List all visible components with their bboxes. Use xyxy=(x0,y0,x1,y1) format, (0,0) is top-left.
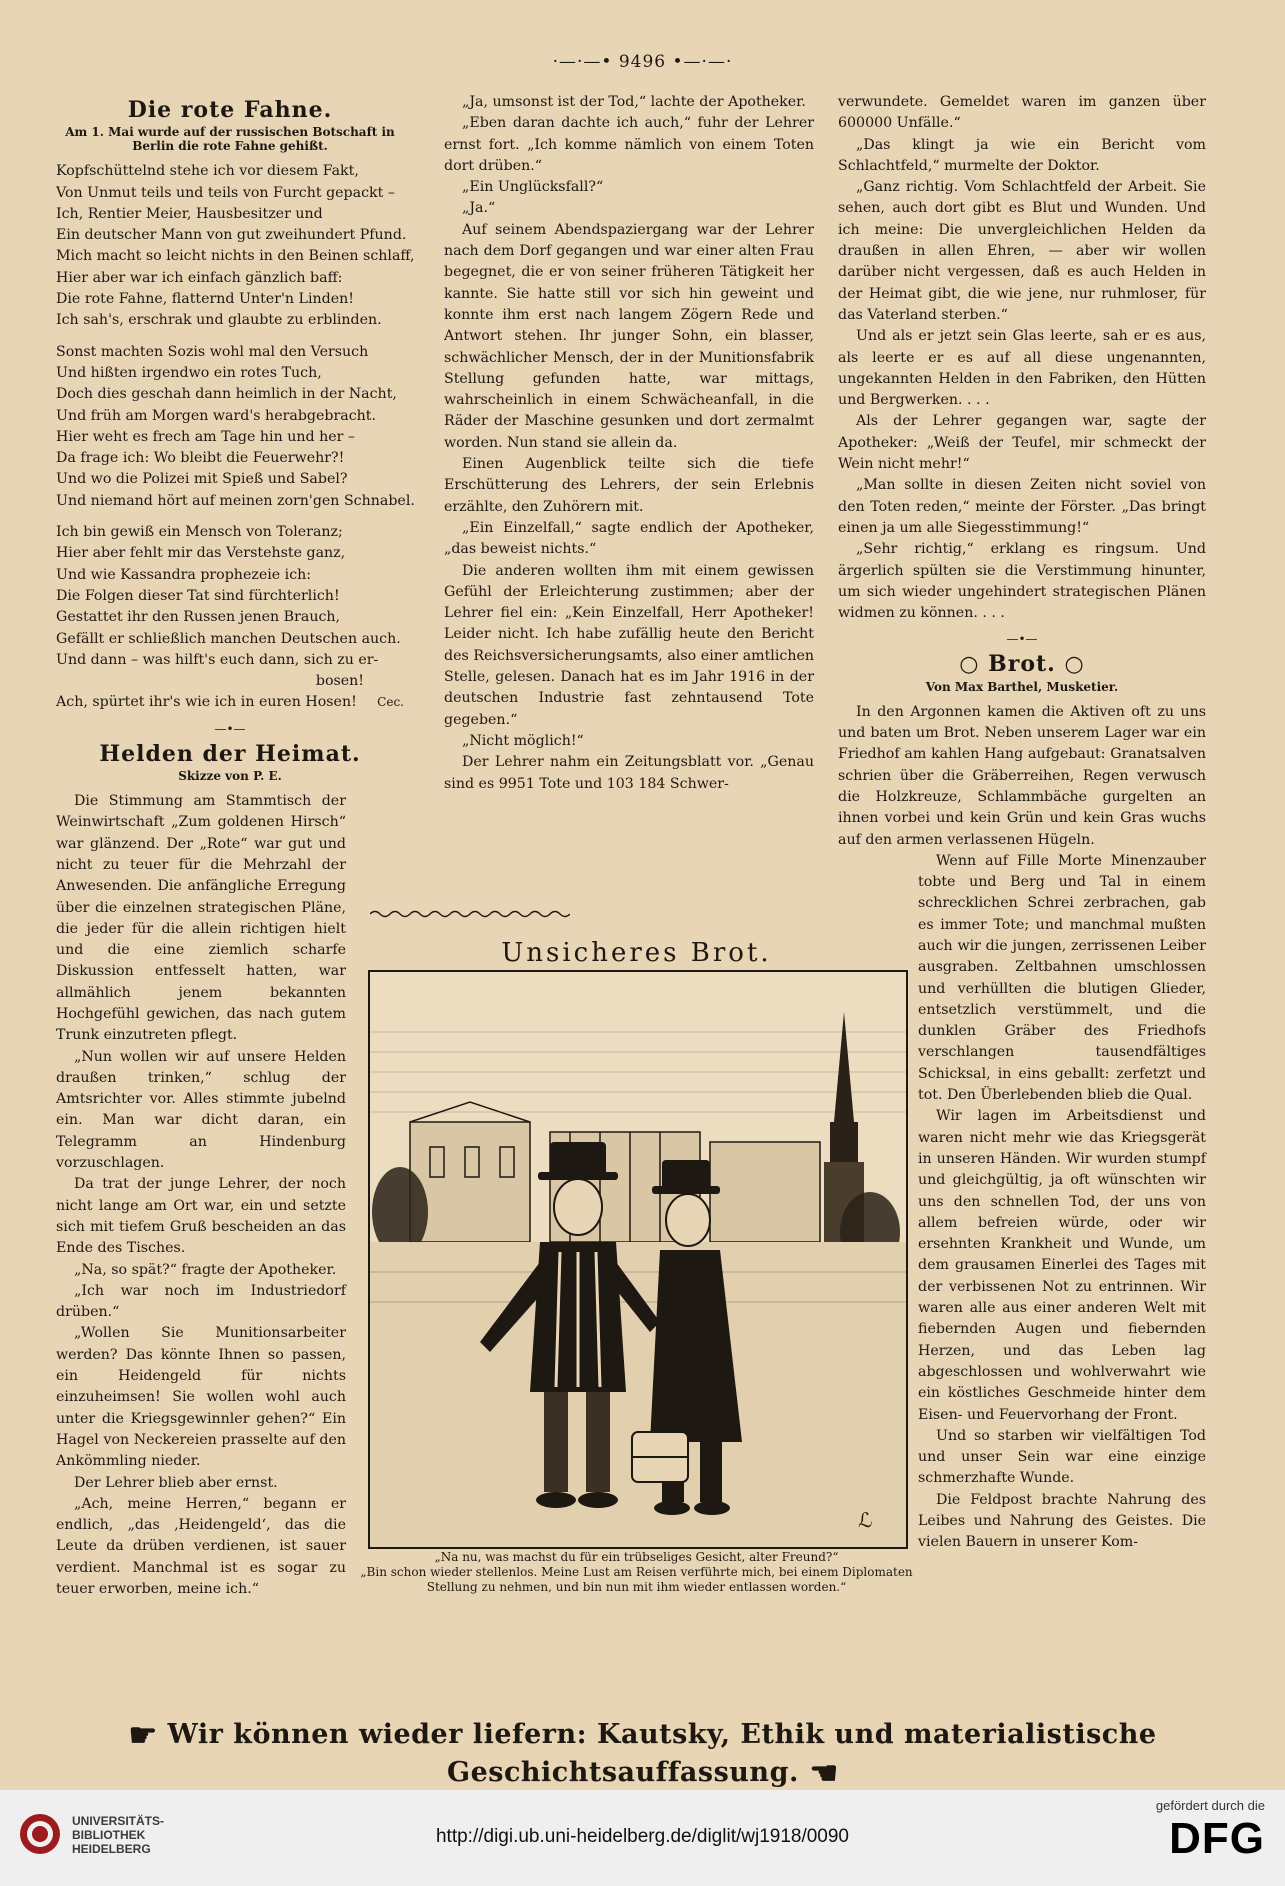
poem-stanza-1: Kopfschüttelnd stehe ich vor diesem Fakt, Von Unmut teils und teils von Furcht gepackt – Ich, Rentier Meier, Hausbesitzer und Ein deutscher Mann von gut zweihundert Pfund. Mich macht so leicht nichts in den Beinen schlaff, Hier aber war ich einfach gänzlich baff: Die rote Fahne, flatternd Unter'n Linden! Ich sah's, erschrak und glaubte zu erblinden. xyxy=(56,163,415,329)
cartoon-illustration xyxy=(368,970,908,1549)
brot-text-top: In den Argonnen kamen die Aktiven oft zu uns und baten um Brot. Neben unserem Lager war ein Friedhof am kahlen Hang aufgebaut: Granatsalven schrien über die Gräberreihen, Regen verwusch die Holzkreuze, Schlammbäche gurgelten an ihnen vorbei und kein Grün und kein Gras wuchs auf den armen verlassenen Hügeln. xyxy=(838,703,1206,848)
separator: —•— xyxy=(1006,632,1038,647)
pointing-hand-icon: ☛ xyxy=(128,1716,158,1754)
pointing-hand-icon: ☛ xyxy=(808,1754,838,1790)
column-1 xyxy=(56,97,415,1600)
cartoon xyxy=(360,908,913,1608)
column-3: verwundete. Gemeldet waren im ganzen über 600000 Unfälle.“ „Das klingt ja wie ein Bericht vom Schlachtfeld,“ murmelte der Doktor. „Ganz richtig. Vom Schlachtfeld der Arbeit. Sie sehen, auch dort gibt es Blut und Wunden. Und ich meine: Die unvergleichlichen Helden da draußen in allen Ehren, — aber wir wollen darüber nicht vergessen, daß es auch Helden in der Heimat gibt, die wie jene, nur ruhmloser, für das Vaterland sterben.“ Und als er jetzt sein Glas leerte, sah er es aus, als leerte er es auf all diese ungenannten, ungekannten Helden in den Fabriken, den Hütten und Bergwerken. . . . Als der Lehrer gegangen war, sagte der Apotheker: „Weiß der Teufel, mir schmeckt der Wein nicht mehr!“ „Man sollte in diesen Zeiten nicht soviel von den Toten reden,“ meinte der Förster. „Das bringt einen ja um alle Siegesstimmung!“ „Sehr richtig,“ erklang es ringsum. Und ärgerlich spülten sie die Verstimmung hinunter, um sich wieder ungehindert strategischen Plänen widmen zu können. . . . —•— ○ Brot. ○ Von Max Barthel, Musketier. In den Argonnen kamen die Aktiven oft zu uns und baten um Brot. Neben unserem Lager war ein Friedhof am kahlen Hang aufgebaut: Granatsalven schrien über die Gräberreihen, Regen verwusch die Holzkreuze, Schlammbäche gurgelten an ihnen vorbei und kein Grün und kein Gras wuchs auf den armen verlassenen Hügeln. Wenn auf Fille Morte Minenzauber tobte und Berg und Tal in einem schrecklichen Schrei zerbrachen, gab es immer Tote; und manchmal mußten auch wir die jungen, zerrissenen Leiber ausgraben. Zeltbahnen umschlossen und verhüllten die blutigen Glieder, entsetzlich verstümmelt, und die dunklen Gräber des Friedhofs verschlangen tausendfältiges Schicksal, in eins geballt: zerfetzt und tot. Den Überlebenden blieb die Qual. Wir lagen im Arbeitsdienst und waren nicht mehr wie das Kriegsgerät in unseren Händen. Wir wurden stumpf und gleichgültig, ja oft wünschten wir uns den schnellen Tod, der uns von allem befreien würde, oder wir ersehnten Krankheit und Wunde, um dem grausamen Einerlei des Tages mit der verbissenen Not zu entrinnen. Wir waren alle aus einer anderen Welt mit fiebernden Augen und fiebernden Herzen, und das Leben lag abgeschlossen und wohlverwahrt wie ein köstliches Geschmeide hinter dem Eisen- und Feuervorhang der Front. Und so starben wir vielfältigen Tod und unser Sein war eine einzige schmerzhafte Wunde. Die Feldpost brachte Nahrung des Leibes und Nahrung des Geistes. Die vielen Bauern in unserer Kom- xyxy=(838,92,1206,1554)
poem-signature: Cec. xyxy=(377,695,404,710)
brot-text-narrow: Wenn auf Fille Morte Minenzauber tobte und Berg und Tal in einem schrecklichen Schrei zerbrachen, gab es immer Tote; und manchmal mußten auch wir die jungen, zerrissenen Leiber ausgraben. Zeltbahnen umschlossen und verhüllten die blutigen Glieder, entsetzlich verstümmelt, und die dunklen Gräber des Friedhofs verschlangen tausendfältiges Schicksal, in eins geballt: zerfetzt und tot. Den Überlebenden blieb die Qual. Wir lagen im Arbeitsdienst und waren nicht mehr wie das Kriegsgerät in unseren Händen. Wir wurden stumpf und gleichgültig, ja oft wünschten wir uns den schnellen Tod, der uns von allem befreien würde, oder wir ersehnten Krankheit und Wunde, um dem grausamen Einerlei des Tages mit der verbissenen Not zu entrinnen. Wir waren alle aus einer anderen Welt mit fiebernden Augen und fiebernden Herzen, und das Leben lag abgeschlossen und wohlverwahrt wie ein köstliches Geschmeide hinter dem Eisen- und Feuervorhang der Front. Und so starben wir vielfältigen Tod und unser Sein war eine einzige schmerzhafte Wunde. Die Feldpost brachte Nahrung des Leibes und Nahrung des Geistes. Die vielen Bauern in unserer Kom- xyxy=(918,852,1206,1551)
page-number: ·—·—• 9496 •—·—· xyxy=(552,52,733,72)
valise xyxy=(632,1432,688,1482)
footer: UNIVERSITÄTS- BIBLIOTHEK HEIDELBERG http://digi.ub.uni-heidelberg.de/diglit/wj1918/0090 gefördert durch die DFG xyxy=(0,1790,1285,1886)
column-2: „Ja, umsonst ist der Tod,“ lachte der Apotheker. „Eben daran dachte ich auch,“ fuhr der Lehrer ernst fort. „Ich komme nämlich von einem Toten dort drüben.“ „Ein Unglücksfall?“ „Ja.“ Auf seinem Abendspaziergang war der Lehrer nach dem Dorf gegangen und war einer alten Frau begegnet, die er von seiner früheren Tätigkeit her kannte. Sie hatte still vor sich hin geweint und konnte ihm erst nach langem Zögern Rede und Antwort stehen. Ihr junger Sohn, ein blasser, schwächlicher Mensch, der in der Munitionsfabrik Stellung gefunden hatte, war mittags, wahrscheinlich in einem Schwächeanfall, in die Räder der Maschine gesunken und dort zermalmt worden. Nun stand sie allein da. Einen Augenblick teilte sich die tiefe Erschütterung des Lehrers, der sein Erlebnis erzählte, den Zuhörern mit. „Ein Einzelfall,“ sagte endlich der Apotheker, „das beweist nichts.“ Die anderen wollten ihm mit einem gewissen Gefühl der Erleichterung zustimmen; aber der Lehrer fiel ein: „Kein Einzelfall, Herr Apotheker! Leider nicht. Ich habe zufällig heute den Bericht des Reichsversicherungsamts, also einer amtlichen Stelle, gelesen. Danach hat es im Jahr 1916 in der deutschen Industrie fast zehntausend Tote gegeben.“ „Nicht möglich!“ Der Lehrer nahm ein Zeitungsblatt vor. „Genau sind es 9951 Tote und 103 184 Schwer- xyxy=(444,94,814,792)
poem-subtitle: Am 1. Mai wurde auf der russischen Botschaft in Berlin die rote Fahne gehißt. xyxy=(65,125,395,154)
helden-subtitle: Skizze von P. E. xyxy=(178,769,282,784)
brot-title: ○ Brot. ○ xyxy=(959,651,1085,678)
helden-col1-text: Die Stimmung am Stammtisch der Weinwirtschaft „Zum goldenen Hirsch“ war glänzend. Der „Rote“ war gut und nicht zu teuer für die Mehrzahl der Anwesenden. Die anfängliche Erregung über die einzelnen strategischen Pläne, die jeder für die allein richtigen hielt und die eine ziemlich scharfe Diskussion entfesselt hatten, war allmählich jenem bekannten Hochgefühl gewichen, das nach gutem Trunk einzutreten pflegt. „Nun wollen wir auf unsere Helden draußen trinken,“ schlug der Amtsrichter vor. Alles stimmte jubelnd ein. Man war dicht daran, ein Telegramm an Hindenburg vorzuschlagen. Da trat der junge Lehrer, der noch nicht lange am Ort war, ein und setzte sich mit tiefem Gruß bescheiden an das Ende des Tisches. „Na, so spät?“ fragte der Apotheker. „Ich war noch im Industriedorf drüben.“ „Wollen Sie Munitionsarbeiter werden? Das könnte Ihnen so passen, ein Heidengeld für nichts einzuheimsen! Sie wollen wohl auch unter die Kriegsgewinnler gehen?“ Ein Hagel von Neckereien prasselte auf den Ankömmling nieder. Der Lehrer blieb aber ernst. „Ach, meine Herren,“ begann er endlich, „das ‚Heidengeld‘, das die Leute da drüben verdienen, ist sauer verdient. Manchmal ist es sogar zu teuer erworben, meine ich.“ xyxy=(56,793,346,1597)
poem-stanza-3: Ich bin gewiß ein Mensch von Toleranz; Hier aber fehlt mir das Verstehste ganz, Und wie Kassandra prophezeie ich: Die Folgen dieser Tat sind fürchterlich! Gestattet ihr den Russen jenen Brauch, Gefällt er schließlich manchen Deutschen auch. Und dann – was hilft's euch dann, sich zu er- bosen! Ach, spürtet ihr's wie ich in euren Hosen! Cec. xyxy=(56,522,404,714)
poem-title: Die rote Fahne. xyxy=(127,97,333,123)
poem-last-line: Ach, spürtet ihr's wie ich in euren Hosen! xyxy=(56,694,357,711)
separator: —•— xyxy=(214,721,246,736)
sponsor[interactable]: gefördert durch die DFG xyxy=(1155,1798,1265,1863)
svg-text:ℒ: ℒ xyxy=(858,1508,873,1532)
cartoon-caption: „Na nu, was machst du für ein trübseliges Gesicht, alter Freund?“ „Bin schon wieder stellenlos. Meine Lust am Reisen verführte mich, bei einem Diplomaten Stellung zu nehmen, und bin nun mit ihm wieder entlassen worden.“ xyxy=(360,1550,913,1594)
brot-subtitle: Von Max Barthel, Musketier. xyxy=(925,679,1119,694)
poem-stanza-2: Sonst machten Sozis wohl mal den Versuch Und hißten irgendwo ein rotes Tuch, Doch dies geschah dann heimlich in der Nacht, Und früh am Morgen ward's herabgebracht. Hier weht es frech am Tage hin und her – Da frage ich: Wo bleibt die Feuerwehr?! Und wo die Polizei mit Spieß und Sabel? Und niemand hört auf meinen zorn'gen Schnabel. xyxy=(56,343,415,509)
advertisement-banner: ☛ Wir können wieder liefern: Kautsky, Ethik und materialistische Geschichtsauffassung. ☛ xyxy=(128,1716,1157,1790)
cartoon-title: Unsicheres Brot. xyxy=(501,938,772,968)
helden-title: Helden der Heimat. xyxy=(99,740,361,767)
street-scene xyxy=(370,972,906,1547)
document-url[interactable]: http://digi.ub.uni-heidelberg.de/diglit/wj1918/0090 xyxy=(435,1826,850,1847)
dfg-logo: DFG xyxy=(1169,1814,1265,1863)
